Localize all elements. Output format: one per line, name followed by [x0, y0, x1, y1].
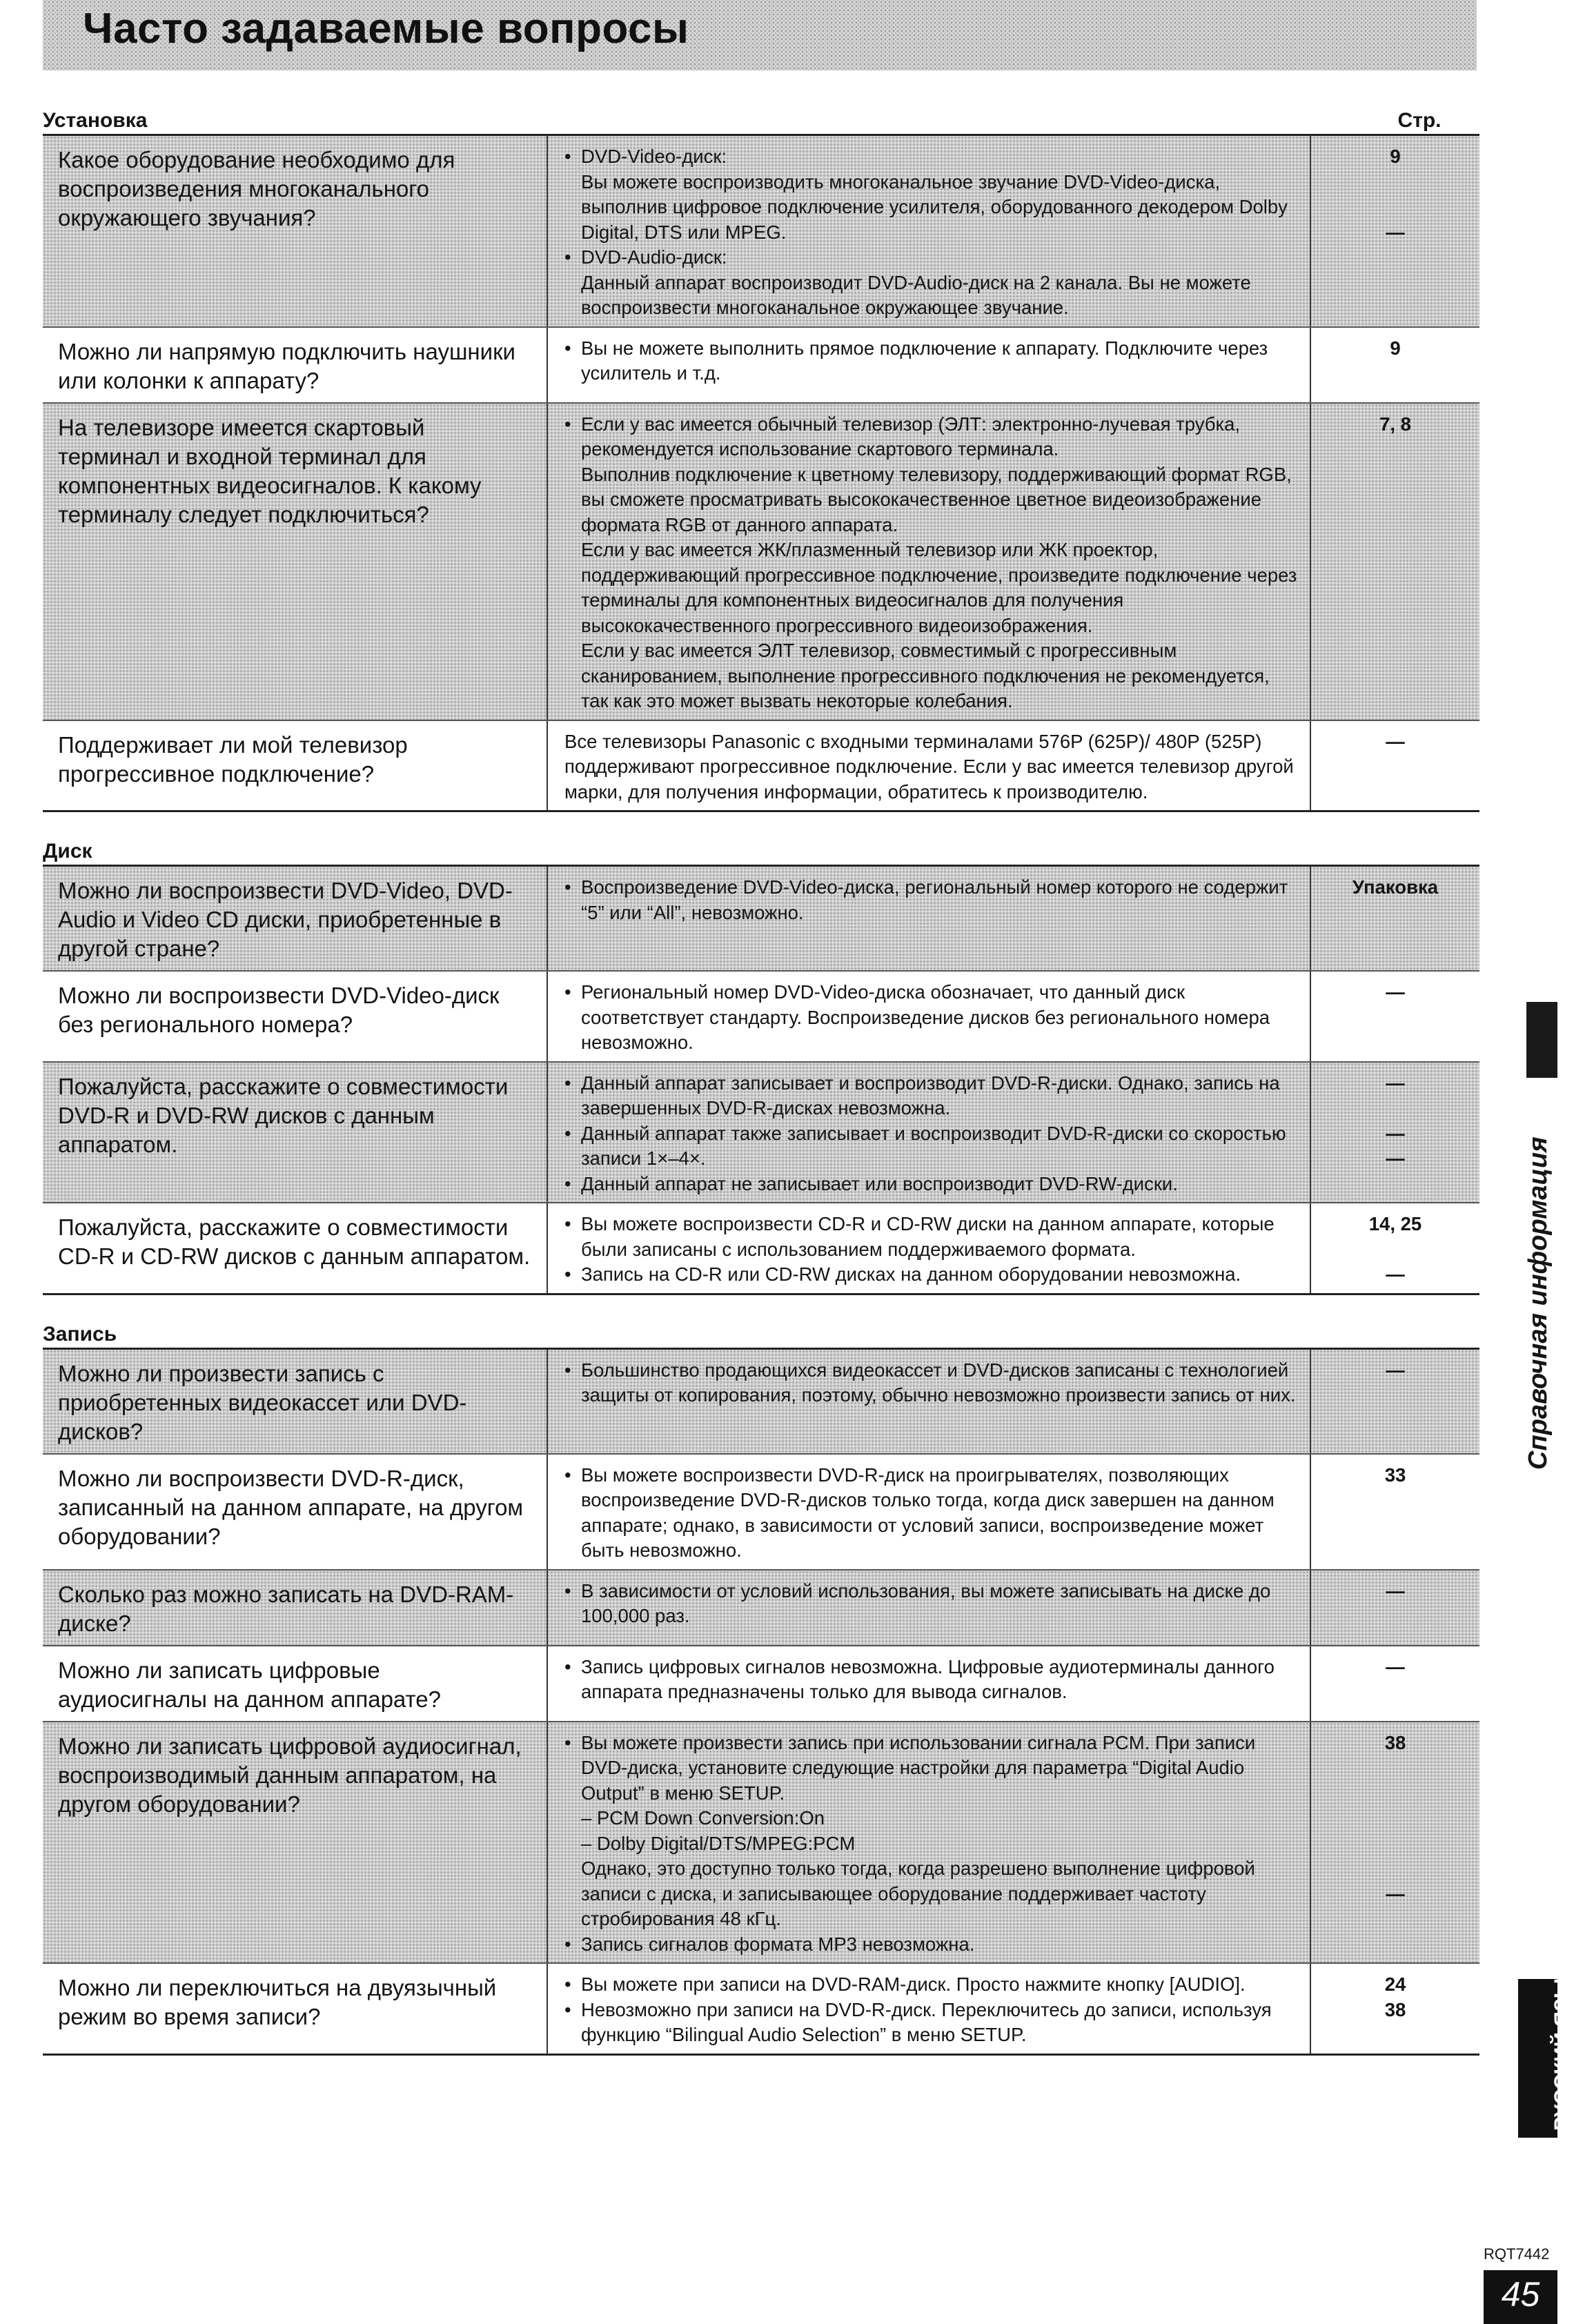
- answer-bullet-item: • Если у вас имеется обычный телевизор (ЭЛТ: электронно-лучевая трубка, рекомендуется использование скартового терминала.: [564, 412, 1300, 462]
- answer-bullet-item: • Вы можете произвести запись при использовании сигнала PCM. При записи DVD-диска, установите следующие настройки для параметра “Digital Audio Output” в меню SETUP.: [564, 1731, 1300, 1806]
- page-ref-line: [1311, 195, 1479, 220]
- page-ref-line: —: [1386, 1655, 1405, 1677]
- page-reference: [1311, 1063, 1479, 1203]
- answer-bullet-item: • DVD-Video-диск:: [564, 144, 1300, 170]
- page-ref-line: —: [1386, 221, 1405, 243]
- page-ref-line: —: [1386, 1359, 1405, 1381]
- answer-paragraph: Если у вас имеется ЭЛТ телевизор, совместимый с прогрессивным сканированием, выполнение прогрессивного подключения не рекомендуется, так как это может вызвать некоторые колебания.: [581, 640, 1270, 711]
- faq-answer: [547, 136, 1311, 326]
- faq-answer: [547, 404, 1311, 720]
- faq-row: [43, 136, 1479, 326]
- faq-row: [43, 326, 1479, 402]
- page-column-header: Стр.: [1397, 109, 1442, 132]
- faq-answer: [547, 1350, 1311, 1453]
- page-ref-line: [1311, 1096, 1479, 1121]
- page-ref-line: —: [1386, 1263, 1405, 1285]
- answer-bullet-item: • Большинство продающихся видеокассет и DVD-дисков записаны с технологией защиты от копирования, поэтому, обычно невозможно произвести запись от них.: [564, 1358, 1300, 1408]
- page-number: 45: [1501, 2275, 1540, 2314]
- answer-paragraph: – PCM Down Conversion:On: [581, 1807, 825, 1829]
- answer-bullet-item: • Невозможно при записи на DVD-R-диск. Переключитесь до записи, используя функцию “Bilingual Audio Selection” в меню SETUP.: [564, 1998, 1300, 2048]
- answer-bullet-item: • Вы можете при записи на DVD-RAM-диск. Просто нажмите кнопку [AUDIO].: [564, 1972, 1300, 1998]
- answer-bullet-item: • Данный аппарат записывает и воспроизводит DVD-R-диски. Однако, запись на завершенных DVD-R-дисках невозможна.: [564, 1071, 1300, 1121]
- faq-answer: [547, 1063, 1311, 1203]
- page-ref-line: 38: [1384, 1998, 1406, 2020]
- faq-question: Можно ли воспроизвести DVD-Video-диск без регионального номера?: [58, 983, 500, 1037]
- page-title: Часто задаваемые вопросы: [83, 5, 689, 52]
- faq-answer: [547, 1646, 1311, 1721]
- page-ref-line: —: [1386, 1122, 1405, 1144]
- faq-answer: [547, 1722, 1311, 1963]
- page-reference: [1311, 867, 1479, 970]
- faq-row: [43, 1061, 1479, 1203]
- faq-section: [43, 104, 1479, 812]
- section-header: [43, 834, 1479, 865]
- answer-bullet-item: • Данный аппарат также записывает и воспроизводит DVD-R-диски со скоростью записи 1×–4×.: [564, 1121, 1300, 1172]
- answer-bullet-item: • DVD-Audio-диск:: [564, 245, 1300, 270]
- page-ref-line: 7, 8: [1379, 413, 1411, 435]
- faq-row: [43, 1350, 1479, 1453]
- section-header: [43, 1317, 1479, 1348]
- page-reference: [1311, 1570, 1479, 1645]
- page-reference: [1311, 972, 1479, 1061]
- section-title: Диск: [43, 840, 92, 863]
- faq-section: [43, 1317, 1479, 2056]
- faq-answer: [547, 1455, 1311, 1569]
- faq-content: [43, 104, 1479, 2056]
- faq-answer: [547, 1570, 1311, 1645]
- answer-bullet-item: • Вы можете воспроизвести DVD-R-диск на проигрывателях, позволяющих воспроизведение DVD-R-дисков только тогда, когда диск завершен на данном аппарате; однако, в зависимости от условий записи, воспроизведение может быть невозможно.: [564, 1463, 1300, 1564]
- faq-question: Какое оборудование необходимо для воспроизведения многоканального окружающего звучания?: [58, 147, 455, 230]
- faq-row: [43, 720, 1479, 811]
- answer-paragraph: Если у вас имеется ЖК/плазменный телевизор или ЖК проектор, поддерживающий прогрессивное подключение, произведите подключение через терминалы для компонентных видеосигналов для получения высококачественного прогрессивного видеоизображения.: [581, 539, 1297, 636]
- page-ref-line: [1311, 1781, 1479, 1806]
- page-reference: [1311, 404, 1479, 720]
- faq-row: [43, 1569, 1479, 1645]
- faq-table: [43, 865, 1479, 1295]
- page-reference: [1311, 721, 1479, 811]
- faq-question: На телевизоре имеется скартовый терминал и входной терминал для компонентных видеосигналов. К какому терминалу следует подключиться?: [58, 414, 482, 527]
- faq-row: [43, 867, 1479, 970]
- answer-paragraph: – Dolby Digital/DTS/MPEG:PCM: [581, 1832, 856, 1854]
- faq-answer: [547, 972, 1311, 1061]
- section-tab-marker: [1526, 1002, 1557, 1078]
- faq-question: Можно ли воспроизвести DVD-R-диск, записанный на данном аппарате, на другом оборудовании?: [58, 1465, 524, 1549]
- faq-question: Можно ли напрямую подключить наушники или колонки к аппарату?: [58, 338, 515, 393]
- page-ref-line: [1311, 170, 1479, 195]
- faq-row: [43, 1453, 1479, 1569]
- answer-paragraph: Все телевизоры Panasonic с входными терминалами 576P (625P)/ 480P (525P) поддерживают прогрессивное подключение. Если у вас имеется телевизор другой марки, для получения информации, обратитесь к производителю.: [564, 730, 1294, 802]
- page-ref-line: —: [1386, 1072, 1405, 1094]
- faq-row: [43, 1645, 1479, 1721]
- language-tab-label: РУССКИЙ ЯЗЫК: [1551, 1965, 1573, 2131]
- section-title: Запись: [43, 1322, 117, 1346]
- page-reference: [1311, 1964, 1479, 2054]
- page-ref-line: —: [1386, 981, 1405, 1003]
- answer-bullet-item: • Вы можете воспроизвести CD-R и CD-RW диски на данном аппарате, которые были записаны с использованием поддерживаемого формата.: [564, 1212, 1300, 1262]
- answer-bullet-item: • Запись на CD-R или CD-RW дисках на данном оборудовании невозможна.: [564, 1262, 1300, 1288]
- faq-row: [43, 1202, 1479, 1293]
- faq-question: Пожалуйста, расскажите о совместимости CD-R и CD-RW дисков с данным аппаратом.: [58, 1214, 531, 1269]
- faq-answer: [547, 1964, 1311, 2054]
- answer-bullet-item: • Региональный номер DVD-Video-диска обозначает, что данный диск соответствует стандарту. Воспроизведение дисков без регионального номера невозможно.: [564, 980, 1300, 1056]
- page-ref-line: 33: [1384, 1464, 1406, 1486]
- page-ref-line: —: [1386, 1579, 1405, 1602]
- faq-row: [43, 970, 1479, 1061]
- answer-paragraph: Вы можете воспроизводить многоканальное звучание DVD-Video-диска, выполнив цифровое подключение усилителя, оборудованного декодером Dolby Digital, DTS или MPEG.: [581, 170, 1288, 243]
- page-reference: [1311, 1722, 1479, 1963]
- answer-bullet-item: • В зависимости от условий использования, вы можете записывать на диске до 100,000 раз.: [564, 1579, 1300, 1629]
- faq-answer: [547, 867, 1311, 970]
- answer-bullet-item: • Данный аппарат не записывает или воспроизводит DVD-RW-диски.: [564, 1172, 1300, 1197]
- faq-question: Поддерживает ли мой телевизор прогрессивное подключение?: [58, 731, 408, 787]
- answer-paragraph: Выполнив подключение к цветному телевизору, поддерживающий формат RGB, вы сможете просматривать высококачественное цветное видеоизображение формата RGB от данного аппарата.: [581, 463, 1292, 535]
- faq-table: [43, 1348, 1479, 2056]
- page-ref-line: —: [1386, 730, 1405, 752]
- answer-paragraph: Данный аппарат воспроизводит DVD-Audio-диск на 2 канала. Вы не можете воспроизвести многоканальное окружающее звучание.: [581, 271, 1251, 318]
- faq-question: Можно ли переключиться на двуязычный режим во время записи?: [58, 1975, 497, 2029]
- answer-paragraph: Однако, это доступно только тогда, когда разрешено выполнение цифровой записи с диска, и записывающее оборудование поддерживает частоту стробирования 48 кГц.: [581, 1858, 1255, 1929]
- page-ref-line: [1311, 1806, 1479, 1831]
- page-ref-line: [1311, 1237, 1479, 1263]
- answer-bullet-item: • Запись сигналов формата MP3 невозможна.: [564, 1932, 1300, 1958]
- faq-row: [43, 402, 1479, 720]
- side-label: Справочная информация: [1524, 1136, 1553, 1470]
- page-reference: [1311, 328, 1479, 402]
- faq-question: Можно ли произвести запись с приобретенных видеокассет или DVD-дисков?: [58, 1360, 467, 1444]
- section-header: [43, 104, 1479, 134]
- faq-answer: [547, 328, 1311, 402]
- faq-table: [43, 134, 1479, 812]
- faq-question: Сколько раз можно записать на DVD-RAM-диске?: [58, 1581, 514, 1636]
- faq-row: [43, 1721, 1479, 1963]
- page-ref-line: —: [1386, 1148, 1405, 1169]
- page-ref-line: 14, 25: [1368, 1213, 1422, 1234]
- faq-question: Можно ли воспроизвести DVD-Video, DVD-Audio и Video CD диски, приобретенные в другой стране?: [58, 878, 513, 961]
- document-code: RQT7442: [1484, 2245, 1550, 2263]
- page-ref-line: [1311, 1831, 1479, 1857]
- faq-question: Пожалуйста, расскажите о совместимости DVD-R и DVD-RW дисков с данным аппаратом.: [58, 1073, 509, 1157]
- page-ref-line: 9: [1390, 146, 1401, 167]
- page-reference: [1311, 1646, 1479, 1721]
- page-reference: [1311, 136, 1479, 326]
- section-title: Установка: [43, 109, 148, 132]
- page-reference: [1311, 1350, 1479, 1453]
- page-ref-line: 24: [1384, 1973, 1406, 1995]
- faq-section: [43, 834, 1479, 1295]
- answer-bullet-item: • Воспроизведение DVD-Video-диска, региональный номер которого не содержит “5” или “All”, невозможно.: [564, 875, 1300, 925]
- answer-bullet-item: • Вы не можете выполнить прямое подключение к аппарату. Подключите через усилитель и т.д.: [564, 336, 1300, 386]
- page-reference: [1311, 1455, 1479, 1569]
- page-ref-line: —: [1386, 1882, 1405, 1904]
- faq-row: [43, 1962, 1479, 2054]
- page-reference: [1311, 1203, 1479, 1293]
- page-ref-line: [1311, 1755, 1479, 1781]
- page-ref-line: 9: [1390, 337, 1401, 359]
- page-ref-line: [1311, 1856, 1479, 1882]
- faq-answer: [547, 1203, 1311, 1293]
- faq-question: Можно ли записать цифровой аудиосигнал, воспроизводимый данным аппаратом, на другом оборудовании?: [58, 1733, 522, 1817]
- answer-bullet-item: • Запись цифровых сигналов невозможна. Цифровые аудиотерминалы данного аппарата предназначены только для вывода сигналов.: [564, 1655, 1300, 1705]
- page-ref-line: Упаковка: [1352, 876, 1439, 898]
- page-ref-line: 38: [1384, 1731, 1406, 1753]
- faq-question: Можно ли записать цифровые аудиосигналы на данном аппарате?: [58, 1657, 442, 1712]
- faq-answer: [547, 721, 1311, 811]
